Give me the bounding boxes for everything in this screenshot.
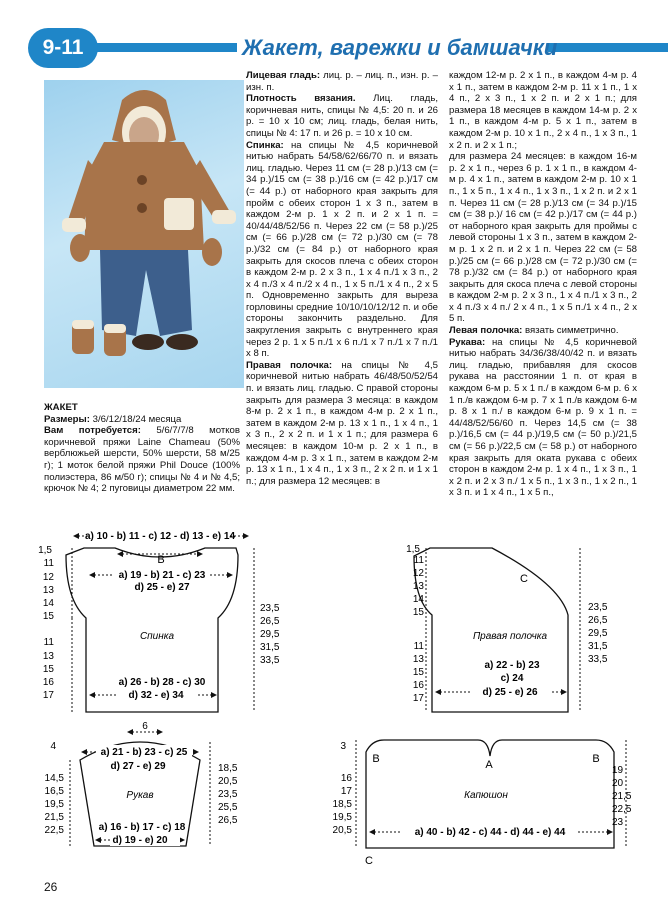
hood-right-value: 20 xyxy=(612,778,624,789)
back-bottom-width: a) 26 - b) 28 - c) 30 xyxy=(118,677,206,688)
hood-right-value: 23 xyxy=(612,817,624,828)
front-width2: c) 24 xyxy=(500,673,524,684)
right-front-continued: каждом 12-м р. 2 х 1 п., в каждом 4-м р. 4 х 1 п., затем в каждом 2-м р. 11 х 1 п., 1 х 4 п., 2 х 3 п., 1 х 2 п. и 2 х 1 п.; для размера 18 месяцев в каждом 14-м р. 2 х 1 п., в каждом 4-м р. 5 х 1 п., затем в каждом 2-м р. 10 х 1 п., 2 х 4 п., 1 х 3 п., 1 х 2 п. и 2 х 1 п.; xyxy=(449,70,637,151)
sleeve-right-value: 23,5 xyxy=(218,789,238,800)
sleeve-right-lengths xyxy=(218,763,238,826)
section-heading: ЖАКЕТ xyxy=(44,402,78,413)
stitch-text: лиц. р. – лиц. п., изн. р. – изн. п. xyxy=(246,70,438,93)
back-right-value: 23,5 xyxy=(260,603,280,614)
front-name: Правая полочка xyxy=(472,631,548,642)
back-top-width: a) 10 - b) 11 - c) 12 - d) 13 - e) 14 xyxy=(84,531,236,542)
sleeve-left-lengths xyxy=(45,773,65,836)
sleeve-right-value: 18,5 xyxy=(218,763,238,774)
front-right-value: 31,5 xyxy=(588,641,608,652)
back-right-value: 26,5 xyxy=(260,616,280,627)
hood-left-value: 20,5 xyxy=(332,825,352,836)
right-front-text: на спицы № 4,5 коричневой нитью набрать 46/48/50/52/54 п. и вязать лиц. гладью. С правой стороны закрыть для размера 3 месяца: в каждом 8-м р. 2 х 1 п., в каждом 4-м р. 2 х 1 п., затем в каждом 2-м р. 13 х 1 п., 1 х 4 п., 1 х 3 п., 2 х 2 п. и 1 х 1 п.; для размера 6 месяцев: в каждом 10-м р. 2 х 1 п., в каждом 4-м р. 3 х 1 п., затем в каждом 2-м р. 13 х 1 п., 1 х 4 п., 1 х 3 п., 2 х 2 п. и 1 х 1 п.; для размера 12 месяцев: в xyxy=(246,359,438,487)
front-left-upper-value: 12 xyxy=(412,568,424,579)
size-24-text: для размера 24 месяцев: в каждом 16-м р. 2 х 1 п., через 6 р. 1 х 1 п., в каждом 4-м р. 4 х 1 п., затем в каждом 2-м р. 10 х 1 п., 1 х 5 п., 1 х 4 п., 1 х 3 п., 1 х 2 п. и 2 х 1 п. Через 11 см (= 28 р.)/13 см (= 34 р.)/15 см (= 38 р.)/ 16 см (= 42 р.)/17 см (= 44 р.) от наборного края закрыть для проймы с левой стороны 1 х 3 п., затем в каждом 2-м р. 1 х 2 п. и 2 х 1 п. Через 22 см (= 58 р.)/25 см (= 66 р.)/28 см (= 72 р.)/30 см (= 78 р.)/32 см (= 84 р.) от наборного края закрыть для скоса плеча с левой стороны в каждом 2-м р. 2 х 3 п., 1 х 4 п./1 х 3 п., 2 х 4 п./3 х 4 п./ 2 х 4 п., 1 х 5 п./1 х 4 п., 2 х 5 п. xyxy=(449,151,637,325)
sleeve-right-value: 25,5 xyxy=(218,802,238,813)
hood-letter-b-right: B xyxy=(592,753,600,765)
hood-diagram xyxy=(333,740,632,867)
back-name: Спинка xyxy=(139,631,175,642)
back-left-upper-value: 12 xyxy=(42,572,54,583)
front-diagram xyxy=(406,544,608,712)
back-left-lower-value: 11 xyxy=(43,637,54,648)
sleeve-left-value: 16,5 xyxy=(44,786,64,797)
back-left-upper-value: 11 xyxy=(43,558,54,569)
back-diagram xyxy=(38,529,280,712)
front-left-upper-value: 13 xyxy=(412,581,424,592)
sleeve-right-value: 20,5 xyxy=(218,776,238,787)
hood-left-value: 17 xyxy=(340,786,352,797)
front-left-upper-value: 11 xyxy=(413,555,424,566)
left-front-text: вязать симметрично. xyxy=(522,325,619,337)
page-title: Жакет, варежки и бамшачки xyxy=(242,35,558,60)
hood-left-value: 18,5 xyxy=(332,799,352,810)
gauge-label: Плотность вязания. xyxy=(246,93,356,105)
back-left-upper-value: 13 xyxy=(42,585,54,596)
sleeve-bottom-width: a) 16 - b) 17 - c) 18 xyxy=(98,822,186,833)
back-right-value: 31,5 xyxy=(260,642,280,653)
hood-letter-a: A xyxy=(485,759,493,771)
materials-text: 5/6/7/7/8 мотков коричневой пряжи Laine Chameau (50% верблюжьей шерсти, 50% шерсти, 58 м/25 г); 1 моток белой пряжи Phil Douce (100% полиэстера, 86 м/50 г); спицы № 4 и № 4,5; крючок № 4; 2 пуговицы диаметром 22 мм. xyxy=(44,425,240,495)
back-right-lengths xyxy=(260,603,280,666)
front-right-value: 33,5 xyxy=(588,654,608,665)
front-left-upper-value: 14 xyxy=(412,594,424,605)
hood-left-lengths xyxy=(333,773,353,836)
back-text: на спицы № 4,5 коричневой нитью набрать 54/58/62/66/70 п. и вязать лиц. гладью. Через 11 см (= 28 р.)/13 см (= 34 р.)/15 см (= 38 р.)/16 см (= 42 р.)/17 см (= 44 р.) от наборного края закрыть для пройм с обеих сторон 1 х 3 п., затем в каждом 2-м р. 1 х 2 п. и 2 х 1 п. = 40/44/48/52/56 п. Через 22 см (= 58 р.)/25 см (= 66 р.)/28 см (= 72 р.)/30 см (= 78 р.)/32 см (= 84 р.) от наборного края закрыть для скосов плеча с обеих сторон в каждом 2-м р. 2 х 3 п., 1 х 4 п./1 х 3 п., 2 х 4 п./3 х 4 п./2 х 4 п., 1 х 5 п./1 х 4 п., 2 х 5 п. Одновременно закрыть для выреза горловины средние 10/10/10/12/12 п. и обе стороны закончить раздельно. Для закругления закрыть с внутреннего края через 2 р. 1 х 5 п./1 х 6 п./1 х 7 п./1 х 7 п./1 х 8 п. xyxy=(246,139,438,360)
back-label: Спинка: xyxy=(246,139,284,151)
sleeve-name: Рукав xyxy=(126,790,154,801)
back-mid-width2: d) 25 - e) 27 xyxy=(134,582,190,593)
back-left-lower-value: 15 xyxy=(42,664,54,675)
front-left-lower-value: 15 xyxy=(412,667,424,678)
back-left-lower-value: 16 xyxy=(42,677,54,688)
back-left-lower xyxy=(43,637,55,701)
back-bottom-width2: d) 32 - e) 34 xyxy=(128,690,184,701)
sleeve-diagram xyxy=(45,721,238,846)
front-right-value: 26,5 xyxy=(588,615,608,626)
sizes-text: 3/6/12/18/24 месяца xyxy=(89,413,182,425)
front-left-upper-value: 15 xyxy=(412,607,424,618)
sleeve-left-value: 19,5 xyxy=(44,799,64,810)
front-top: 1,5 xyxy=(406,544,420,555)
back-left-lower-value: 13 xyxy=(42,651,54,662)
front-right-lengths xyxy=(588,602,608,665)
back-left-lower-value: 17 xyxy=(42,690,54,701)
right-front-label: Правая полочка: xyxy=(246,359,333,371)
back-left-upper-value: 15 xyxy=(42,611,54,622)
page-number: 26 xyxy=(44,880,58,894)
sleeve-bottom-width2: d) 19 - e) 20 xyxy=(112,835,168,846)
hood-width: a) 40 - b) 42 - c) 44 - d) 44 - e) 44 xyxy=(414,827,566,838)
back-letter: B xyxy=(157,554,165,566)
front-left-lower xyxy=(413,641,425,704)
back-mid-width: a) 19 - b) 21 - c) 23 xyxy=(118,570,206,581)
sizes-label: Размеры: xyxy=(44,413,90,425)
front-right-value: 29,5 xyxy=(588,628,608,639)
front-letter: C xyxy=(520,573,528,585)
front-left-lower-value: 13 xyxy=(412,654,424,665)
sleeves-text: на спицы № 4,5 коричневой нитью набрать 34/36/38/40/42 п. и вязать лиц. гладью, прибавляя для скосов рукава на расстоянии 1 п. от края в каждом 6-м р. 5 х 1 п./ в каждом 6-м р. 6 х 1 п./в каждом 6-м р. 7 х 1 п./в каждом 6-м р. 8 х 1 п./ в каждом 6-м р. 9 х 1 п. = 44/48/52/56/60 п. Через 14,5 см (= 38 р.)/16,5 см (= 44 р.)/19,5 см (= 50 р.)/21,5 см (= 56 р.)/22,5 см (= 58 р.) от наборного края закрыть для оката рукава с обеих сторон в каждом 2-м р. 1 х 4 п., 1 х 3 п., 1 х 2 п. и 2 х 3 п./ 1 х 5 п., 1 х 3 п., 1 х 2 п., 1 х 3 п. и 1 х 4 п., 1 х 5 п., xyxy=(449,336,637,499)
front-left-lower-value: 17 xyxy=(412,693,424,704)
sleeve-top-width2: d) 27 - e) 29 xyxy=(110,761,166,772)
front-width3: d) 25 - e) 26 xyxy=(482,687,538,698)
front-left-lower-value: 11 xyxy=(413,641,424,652)
front-right-value: 23,5 xyxy=(588,602,608,613)
sleeve-left-value: 14,5 xyxy=(44,773,64,784)
left-front-label: Левая полочка: xyxy=(449,325,523,337)
front-left-upper xyxy=(413,555,425,618)
back-neck-depth: 1,5 xyxy=(38,545,52,556)
sleeves-label: Рукава: xyxy=(449,336,486,348)
hood-letter-b-left: B xyxy=(372,753,380,765)
front-width: a) 22 - b) 23 xyxy=(484,660,540,671)
back-left-upper-value: 14 xyxy=(42,598,54,609)
hood-left-value: 16 xyxy=(340,773,352,784)
pattern-number-badge: 9-11 xyxy=(28,28,98,68)
stitch-label: Лицевая гладь: xyxy=(246,70,321,81)
back-right-value: 33,5 xyxy=(260,655,280,666)
sleeve-left-value: 22,5 xyxy=(44,825,64,836)
sleeve-cap: 6 xyxy=(142,721,148,732)
back-right-value: 29,5 xyxy=(260,629,280,640)
hood-name: Капюшон xyxy=(464,790,508,801)
sleeve-left-value: 21,5 xyxy=(44,812,64,823)
hood-corner: 3 xyxy=(340,741,346,752)
sleeve-right-value: 26,5 xyxy=(218,815,238,826)
hood-right-value: 21,5 xyxy=(612,791,632,802)
materials-label: Вам потребуется: xyxy=(44,425,141,437)
sleeve-cap-depth: 4 xyxy=(50,741,56,752)
gauge-text: Лиц. гладь, коричневая нить, спицы № 4,5: 20 п. и 26 р. = 10 х 10 см; лиц. гладь, белая нить, спицы № 4: 17 п. и 26 р. = 10 х 10 см. xyxy=(246,93,438,139)
front-left-lower-value: 16 xyxy=(412,680,424,691)
back-left-upper xyxy=(43,558,55,622)
hood-right-lengths xyxy=(612,765,632,828)
hood-right-value: 19 xyxy=(612,765,624,776)
hood-letter-c: C xyxy=(365,855,373,867)
hood-right-value: 22,5 xyxy=(612,804,632,815)
sleeve-top-width: a) 21 - b) 23 - c) 25 xyxy=(100,747,188,758)
hood-left-value: 19,5 xyxy=(332,812,352,823)
